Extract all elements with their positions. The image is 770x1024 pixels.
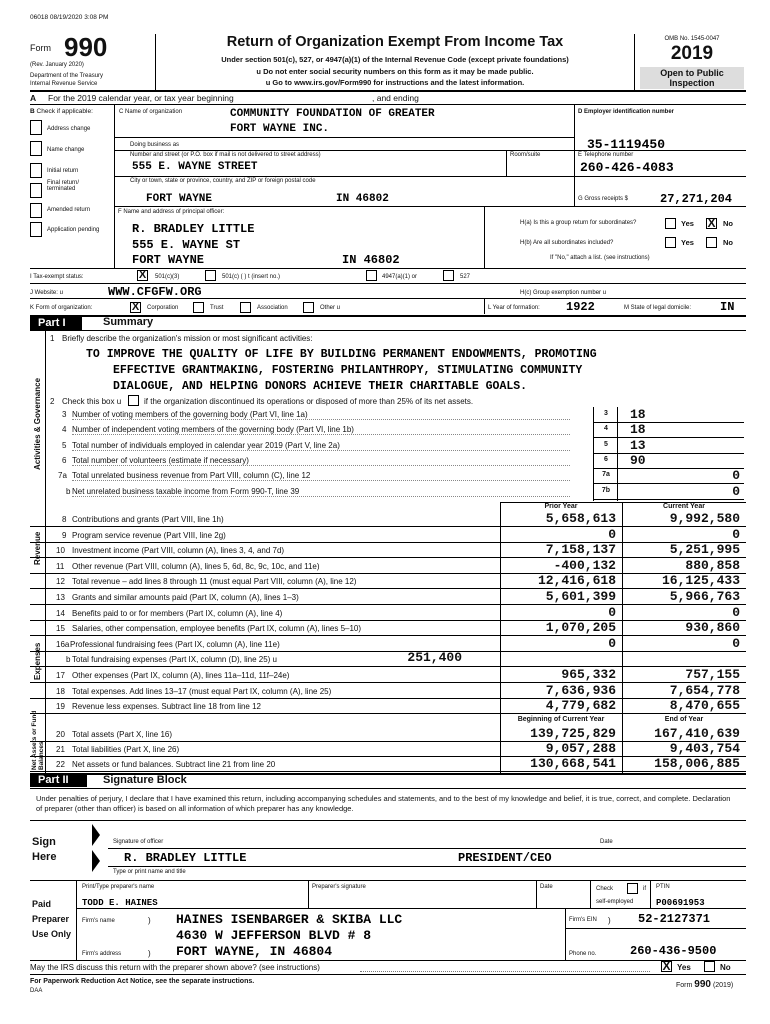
officer-signer: R. BRADLEY LITTLE (124, 851, 247, 865)
current-year-value: 8,470,655 (669, 698, 740, 714)
i-501c: 501(c) ( ) t (insert no.) (222, 274, 281, 280)
gov-line-code: 6 (604, 455, 608, 463)
gov-line-text: Total unrelated business revenue from Part VIII, column (C), line 12 (72, 471, 311, 481)
e-label: E Telephone number (578, 152, 634, 158)
open-to-public (640, 67, 744, 89)
gov-line-text: Total number of individuals employed in calendar year 2019 (Part V, line 2a) (72, 440, 340, 450)
h-note: If "No," attach a list. (see instructions) (550, 255, 650, 261)
officer-city: FORT WAYNE (132, 253, 205, 267)
ptin-label: PTIN (656, 884, 670, 890)
fin-line-text: Program service revenue (Part VIII, line 2g) (72, 530, 226, 540)
end-year-value: 9,403,754 (669, 741, 740, 756)
print-stamp: 06018 08/19/2020 3:08 PM (30, 14, 109, 21)
leader-dots (72, 434, 570, 435)
phone: 260-426-4083 (580, 160, 674, 175)
discuss-no-checkbox[interactable] (704, 961, 715, 972)
firm-name: HAINES ISENBARGER & SKIBA LLC (176, 912, 403, 927)
leader-dots (72, 480, 570, 481)
gov-line-code: 3 (604, 410, 608, 417)
instruction-1: u Do not enter social security numbers on this form as it may be made public. (256, 67, 534, 76)
tax-year: 2019 (670, 43, 714, 64)
fin-line-num: 18 (56, 686, 65, 696)
prior-year-value: 0 (608, 635, 616, 651)
net-line-num: 21 (56, 745, 65, 754)
org-state-zip: IN 46802 (336, 193, 389, 205)
state-domicile: IN (720, 300, 735, 314)
gov-line-value: 18 (630, 407, 646, 422)
current-year-value: 930,860 (685, 620, 740, 636)
ptin: P00691953 (656, 898, 705, 908)
fin-line-text: Other revenue (Part VIII, column (A), lines 5, 6d, 8c, 9c, 10c, and 11e) (72, 561, 320, 571)
line-a-text: For the 2019 calendar year, or tax year beginning (48, 93, 234, 103)
i-4947: 4947(a)(1) or (382, 274, 418, 280)
fin-line-num: 16a (56, 639, 70, 649)
fin-line-text: Professional fundraising fees (Part IX, column (A), line 11e) (70, 639, 280, 649)
firm-ein: 52-2127371 (638, 912, 711, 926)
side-net: Net Assets or Fund Balances (31, 710, 45, 770)
current-year-value: 9,992,580 (669, 511, 740, 526)
discuss-yes: Yes (677, 963, 691, 972)
current-year-value: 880,858 (685, 557, 740, 573)
fin-line-num: b (66, 655, 71, 665)
leader-dots (72, 450, 570, 451)
hb-no-checkbox[interactable] (706, 237, 717, 248)
current-year-value: 757,155 (685, 667, 740, 682)
fin-line-num: 10 (56, 546, 65, 556)
prep-name-label: Print/Type preparer's name (82, 884, 155, 890)
501c3-checkbox[interactable]: X (138, 269, 147, 281)
org-street: 555 E. WAYNE STREET (132, 161, 258, 173)
net-line-text: Total liabilities (Part X, line 26) (72, 745, 180, 754)
fin-line-num: 13 (56, 593, 65, 602)
form-subtitle: Under section 501(c), 527, or 4947(a)(1) of the Internal Revenue Code (except private foundations) (221, 55, 569, 64)
preparer-phone: 260-436-9500 (630, 944, 717, 958)
sig-officer-label: Signature of officer (113, 839, 164, 845)
b-initial-return: Initial return (47, 168, 79, 174)
prior-year-value: 0 (608, 526, 616, 542)
current-year-value: 16,125,433 (661, 573, 740, 589)
501c-checkbox[interactable] (205, 270, 216, 281)
net-line-text: Total assets (Part X, line 16) (72, 730, 173, 739)
gov-line-value: 0 (732, 483, 740, 499)
leader-dots (72, 496, 570, 497)
gov-line-text: Number of voting members of the governing body (Part VI, line 1a) (72, 410, 308, 419)
org-name-2: FORT WAYNE INC. (230, 123, 330, 135)
rev-date: (Rev. January 2020) (30, 62, 84, 68)
self-employed-label: self-employed (596, 899, 634, 905)
j-label: J Website: u (30, 290, 63, 296)
fin-line-num: 8 (62, 515, 67, 524)
col-end: End of Year (664, 716, 704, 723)
k-label: K Form of organization: (30, 305, 93, 311)
org-name-1: COMMUNITY FOUNDATION OF GREATER (230, 108, 435, 120)
footer-form-word: Form (676, 982, 693, 989)
firm-address-2: FORT WAYNE, IN 46804 (176, 944, 333, 959)
initial-return-checkbox[interactable] (30, 163, 42, 178)
association-checkbox[interactable] (240, 302, 251, 313)
b-name-change: Name change (47, 147, 85, 153)
k-other: Other u (320, 305, 341, 311)
form-word: Form (30, 43, 51, 53)
prep-date-label: Date (540, 884, 553, 890)
gov-line-num: 5 (62, 440, 67, 450)
current-year-value: 7,654,778 (669, 682, 740, 698)
m-label: M State of legal domicile: (624, 305, 692, 311)
g-label: G Gross receipts $ (578, 196, 629, 202)
net-line-text: Net assets or fund balances. Subtract line 21 from line 20 (72, 760, 276, 769)
prior-year-value: 965,332 (561, 667, 616, 682)
prior-year-value: -400,132 (553, 557, 616, 573)
prior-year-value: 5,658,613 (545, 511, 616, 526)
begin-year-value: 9,057,288 (545, 741, 616, 756)
fin-line-num: 17 (56, 671, 65, 680)
side-expenses: Expenses (33, 642, 42, 680)
footer-daa: DAA (30, 988, 43, 994)
line1-text: Briefly describe the organization's mission or most significant activities: (62, 334, 313, 343)
fin-line-text: Revenue less expenses. Subtract line 18 from line 12 (72, 702, 261, 712)
other-checkbox[interactable] (303, 302, 314, 313)
declaration: Under penalties of perjury, I declare that I have examined this return, including accompanying schedules and statements, and to the best of my knowledge and belief, it is true, correct, and complete. Declaration of preparer (other than officer) is based on all information of which preparer has any knowledge. (36, 794, 731, 813)
fin-line-num: 9 (62, 530, 67, 540)
leader-dots (72, 419, 570, 420)
gov-line-code: 4 (604, 425, 608, 433)
fin-line-text: Other expenses (Part IX, column (A), lines 11a–11d, 11f–24e) (72, 671, 290, 680)
gov-line-value: 13 (630, 437, 646, 453)
fin-line-text: Total expenses. Add lines 13–17 (must equal Part IX, column (A), line 25) (72, 686, 332, 696)
line2-text1: Check this box u (62, 397, 122, 406)
code-col-rule (593, 407, 594, 501)
room-label: Room/suite (510, 152, 541, 158)
footer-notice: For Paperwork Reduction Act Notice, see the separate instructions. (30, 978, 255, 985)
amended-return-checkbox[interactable] (30, 203, 42, 218)
col-begin: Beginning of Current Year (517, 716, 605, 723)
fin-line-text: Grants and similar amounts paid (Part IX, column (A), lines 1–3) (72, 593, 299, 602)
prior-year-value: 7,636,936 (545, 682, 616, 698)
fin-line-text: Investment income (Part VIII, column (A), lines 3, 4, and 7d) (72, 546, 285, 556)
b-address-change: Address change (47, 126, 91, 132)
current-year-value: 5,251,995 (669, 542, 740, 558)
irs: Internal Revenue Service (30, 81, 98, 87)
open-line-1: Open to Public (660, 68, 724, 78)
discuss-no: No (720, 963, 731, 972)
prep-sig-label: Preparer's signature (312, 884, 366, 890)
firm-address-1: 4630 W JEFFERSON BLVD # 8 (176, 928, 372, 943)
line2-num: 2 (50, 397, 55, 406)
line2-text2: if the organization discontinued its operations or disposed of more than 25% of its net assets. (144, 397, 474, 406)
gross-receipts: 27,271,204 (660, 192, 733, 206)
line-a-end: , and ending (372, 93, 419, 103)
prior-year-value: 7,158,137 (545, 542, 616, 558)
prior-year-value: 5,601,399 (545, 589, 616, 604)
city-label: City or town, state or province, country, and ZIP or foreign postal code (130, 178, 316, 184)
gov-line-text: Number of independent voting members of the governing body (Part VI, line 1b) (72, 425, 354, 435)
gov-line-num: 6 (62, 455, 67, 465)
k-association: Association (257, 305, 288, 311)
gov-line-num: 7a (58, 471, 67, 481)
f-label: F Name and address of principal officer: (118, 209, 225, 215)
name-change-checkbox[interactable] (30, 141, 42, 156)
part2-label: Part II (30, 774, 87, 787)
phone-label: Phone no. (569, 951, 597, 957)
paid-preparer-label (32, 897, 71, 942)
gov-line-code: 5 (604, 440, 608, 448)
fin-line-num: 19 (56, 702, 65, 712)
street-label: Number and street (or P.O. box if mail is not delivered to street address) (130, 152, 321, 158)
ha-no-label: No (723, 219, 733, 228)
year-formation: 1922 (566, 300, 595, 314)
preparer-name: TODD E. HAINES (82, 898, 158, 908)
i-501c3: 501(c)(3) (155, 274, 180, 280)
ha-no-checkbox[interactable]: X (707, 216, 716, 230)
instruction-2: u Go to www.irs.gov/Form990 for instructions and the latest information. (265, 78, 525, 87)
b-label: Check if applicable: (36, 108, 93, 115)
discuss-yes-checkbox[interactable]: X (662, 959, 671, 973)
firm-name-label: Firm's name (82, 918, 115, 924)
org-city: FORT WAYNE (146, 193, 213, 205)
footer-form (676, 979, 733, 990)
gov-line-num: 4 (62, 425, 67, 435)
paid-2: Preparer (32, 914, 70, 924)
paid-1: Paid (32, 899, 52, 909)
address-change-checkbox[interactable] (30, 120, 42, 135)
paid-3: Use Only (32, 929, 72, 939)
mission-1: TO IMPROVE THE QUALITY OF LIFE BY BUILDING PERMANENT ENDOWMENTS, PROMOTING (86, 348, 597, 361)
corporation-checkbox[interactable]: X (131, 301, 140, 313)
i-label: I Tax-exempt status: (30, 274, 84, 280)
check-label: Check (596, 886, 614, 892)
application-pending-checkbox[interactable] (30, 222, 42, 237)
website: WWW.CFGFW.ORG (108, 285, 202, 299)
officer-title: PRESIDENT/CEO (458, 851, 552, 865)
fin-line-text: Total fundraising expenses (Part IX, column (D), line 25) u (72, 655, 277, 665)
i-527: 527 (460, 274, 471, 280)
k-corporation: Corporation (147, 305, 179, 311)
footer-year: (2019) (712, 982, 734, 989)
gov-line-num: b (66, 486, 71, 496)
prior-year-value: 0 (608, 604, 616, 620)
ha-yes-label: Yes (681, 219, 694, 228)
prior-year-value: 1,070,205 (545, 620, 616, 636)
leader-dots (72, 465, 570, 466)
sign-arrow-2 (92, 850, 100, 872)
discontinued-checkbox[interactable] (128, 395, 139, 406)
4947-checkbox[interactable] (366, 270, 377, 281)
part1-title: Summary (103, 316, 154, 328)
side-revenue: Revenue (33, 531, 42, 565)
sig-date-label: Date (600, 839, 613, 845)
line1-num: 1 (50, 334, 55, 343)
current-year-value: 0 (732, 526, 740, 542)
hb-text: H(b) Are all subordinates included? (520, 240, 614, 246)
col-current: Current Year (663, 503, 705, 510)
gov-line-value: 0 (732, 468, 740, 484)
b-application-pending: Application pending (47, 227, 100, 233)
row-rule (30, 771, 746, 772)
firm-ein-label: Firm's EIN (569, 917, 597, 923)
dba-label: Doing business as (130, 142, 180, 148)
prior-year-value: 12,416,618 (537, 573, 616, 589)
gov-line-code: 7a (602, 471, 610, 479)
begin-year-value: 130,668,541 (530, 756, 616, 771)
d-label: D Employer identification number (578, 109, 675, 115)
hb-yes-checkbox[interactable] (665, 237, 676, 248)
discuss-text: May the IRS discuss this return with the preparer shown above? (see instructions) (30, 963, 320, 972)
c-label: C Name of organization (119, 109, 183, 115)
current-year-value: 5,966,763 (669, 589, 740, 604)
officer-street: 555 E. WAYNE ST (132, 238, 241, 252)
dept: Department of the Treasury (30, 73, 104, 79)
mission-3: DIALOGUE, AND HELPING DONORS ACHIEVE THEIR CHARITABLE GOALS. (113, 380, 528, 393)
open-line-2: Inspection (669, 78, 715, 88)
k-trust: Trust (210, 305, 224, 311)
fin-line-text: Benefits paid to or for members (Part IX, column (A), line 4) (72, 608, 283, 618)
l-label: L Year of formation: (488, 305, 540, 311)
fin-line-text: Total revenue – add lines 8 through 11 (must equal Part VIII, column (A), line 12) (72, 577, 357, 587)
fin-line-num: 14 (56, 608, 65, 618)
footer-form-num: 990 (694, 979, 711, 990)
net-line-num: 20 (56, 730, 65, 739)
527-checkbox[interactable] (443, 270, 454, 281)
hb-no-label: No (723, 238, 733, 247)
omb-number: OMB No. 1545-0047 (664, 36, 720, 42)
final-return-checkbox[interactable] (30, 183, 42, 198)
here-label: Here (32, 851, 57, 863)
gov-line-value: 90 (630, 452, 646, 468)
officer-zip: IN 46802 (342, 253, 400, 267)
gov-line-text: Net unrelated business taxable income from Form 990-T, line 39 (72, 486, 300, 496)
prior-year-value: 4,779,682 (545, 698, 616, 714)
net-line-num: 22 (56, 760, 65, 769)
firm-address-label: Firm's address (82, 951, 122, 957)
fin-line-num: 15 (56, 624, 65, 634)
sign-arrow-1 (92, 824, 100, 846)
b-amended-return: Amended return (47, 207, 91, 213)
end-year-value: 167,410,639 (654, 726, 740, 741)
officer-name: R. BRADLEY LITTLE (132, 222, 255, 236)
part1-label: Part I (30, 316, 82, 330)
b-final-return: Final return/ terminated (47, 180, 80, 192)
end-year-value: 158,006,885 (654, 756, 740, 771)
ha-text: H(a) Is this a group return for subordinates? (520, 220, 637, 226)
fin-line-text: Salaries, other compensation, employee benefits (Part IX, column (A), lines 5–10) (72, 624, 362, 634)
ha-yes-checkbox[interactable] (665, 218, 676, 229)
part2-title: Signature Block (103, 774, 187, 786)
row-rule (30, 713, 746, 714)
fin-line-text: Contributions and grants (Part VIII, line 1h) (72, 515, 224, 524)
type-name-label: Type or print name and title (113, 869, 186, 875)
begin-year-value: 139,725,829 (530, 726, 616, 741)
hc-text: H(c) Group exemption number u (520, 290, 607, 296)
sign-label: Sign (32, 836, 56, 848)
hb-yes-label: Yes (681, 238, 694, 247)
col-prior: Prior Year (544, 503, 578, 510)
current-year-value: 0 (732, 635, 740, 651)
mission-2: EFFECTIVE GRANTMAKING, FOSTERING PHILANTHROPY, STIMULATING COMMUNITY (113, 364, 583, 377)
fin-line-num: 11 (56, 561, 65, 571)
ein: 35-1119450 (587, 137, 666, 152)
self-employed-checkbox[interactable] (627, 883, 638, 894)
form-title: Return of Organization Exempt From Income Tax (226, 34, 564, 50)
gov-line-value: 18 (630, 422, 646, 438)
gov-line-num: 3 (62, 410, 67, 419)
side-gov: Activities & Governance (33, 377, 42, 470)
value-col-rule (617, 407, 618, 501)
row-rule (593, 499, 744, 500)
trust-checkbox[interactable] (193, 302, 204, 313)
current-year-value: 0 (732, 604, 740, 620)
form-number: 990 (64, 32, 108, 62)
gov-line-text: Total number of volunteers (estimate if necessary) (72, 455, 249, 465)
gov-line-code: 7b (601, 486, 611, 494)
fundraising-16b: 251,400 (407, 650, 462, 665)
fin-line-num: 12 (56, 577, 65, 587)
if-label: if (643, 886, 646, 892)
